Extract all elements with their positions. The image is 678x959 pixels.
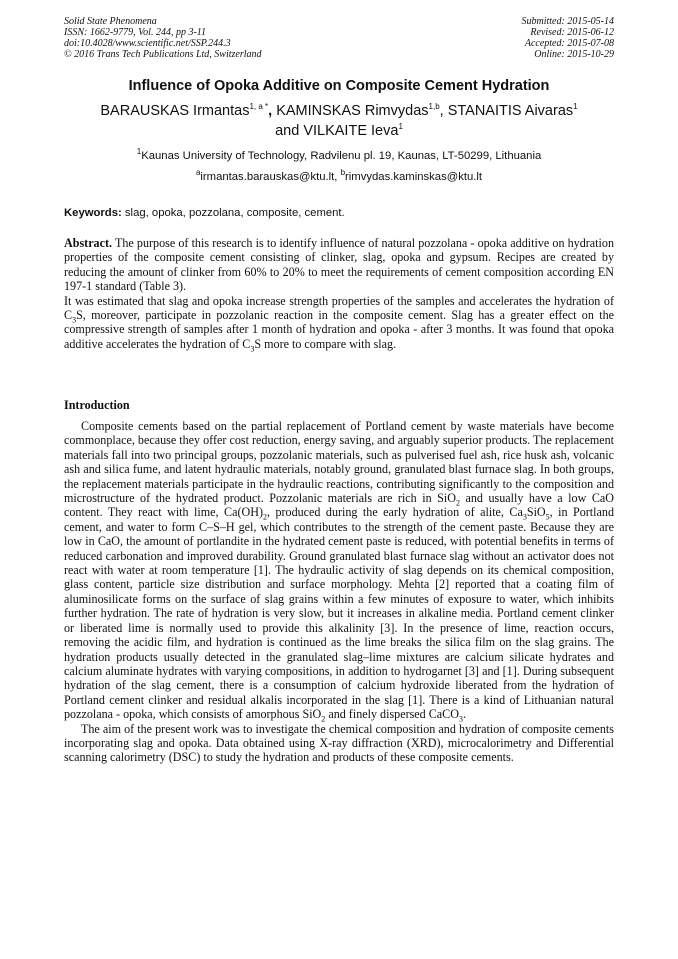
abstract-text-2a: It was estimated that slag and opoka increase strength properties of the samples and accelerates the hydration of C <box>64 293 614 323</box>
subscript: 3 <box>72 315 77 325</box>
author-3: STANAITIS Aivaras <box>447 103 574 119</box>
intro-text: , produced during the early hydration of alite, Ca <box>266 505 523 520</box>
author-list <box>40 101 638 141</box>
subscript: 3 <box>522 512 527 522</box>
journal-doi[interactable]: doi:10.4028/www.scientific.net/SSP.244.3 <box>64 38 231 49</box>
author-4: VILKAITE Ieva <box>303 123 399 139</box>
intro-text: . <box>462 707 467 722</box>
affiliation-text: Kaunas University of Technology, Radvilenu pl. 19, Kaunas, LT-50299, Lithuania <box>141 150 542 162</box>
keywords-text: slag, opoka, pozzolana, composite, cement. <box>121 207 345 219</box>
subscript: 2 <box>455 498 460 508</box>
intro-text: Composite cements based on the partial replacement of Portland cement by waste materials have become commonplace, because they offer cost reduction, energy saving, and arguably superior products. The replacement materials fall into two principal groups, pozzolanic materials, such as pulverised fuel ash, rice husk ash, volcanic ash and silica fume, and latent hydraulic materials, notably ground, granulated blast furnace slag. In both groups, the replacement materials participate in the hydraulic reactions, contributing significantly to the composition and microstructure of the hydrated product. Pozzolanic materials are rich in SiO <box>64 419 614 506</box>
intro-text: SiO <box>526 505 546 520</box>
intro-text: , in Portland cement, and water to form C–S–H gel, which contributes to the strength of the cement paste. Because they are low in CaO, the amount of portlandite in the hydrated cement paste is reduced, with potential benefits in terms of reduced carbonation and improved durability. Ground granulated blast furnace slag without an activator does not react with water at room temperature [1]. The hydraulic activity of slag depends on its chemical composition, glass content, particle size distribution and surface morphology. Mehta [2] reported that a coating film of aluminosilicate forms on the surface of slag grains within a few minutes of exposure to water, which inhibits further hydration. The rate of hydration is very slow, but it increases in alkaline media. Portland cement clinker or liberated lime is normally used to provide this alkalinity [3]. In the presence of lime, reaction occurs, removing the acidic film, and hydration is continued as the lime breaks the silica film on the slag grains. The hydration products usually detected in the granulated slag–lime mixtures are calcium silicate hydrates and calcium aluminate hydrates with varying compositions, in addition to hydrogarnet [3] and [1]. During subsequent hydration of the slag cement, there is a consumption of calcium hydroxide liberated from the hydration of Portland cement clinker and residual alkalis incorporated in the slag [1]. There is a kind of Lithuanian natural pozzolana - opoka, which consists of amorphous SiO <box>64 505 614 722</box>
abstract <box>64 236 614 354</box>
author-emails <box>40 170 638 184</box>
abstract-paragraph-2 <box>64 294 614 352</box>
section-heading-introduction: Introduction <box>64 398 130 412</box>
email-a-marker: a <box>195 168 201 178</box>
author-4-affil: 1 <box>398 122 403 132</box>
journal-header-right <box>364 16 614 60</box>
author-1-affil: 1, a * <box>249 102 269 112</box>
accepted-date: Accepted: 2015-07-08 <box>524 38 614 49</box>
journal-header-left <box>64 16 364 60</box>
keywords <box>64 206 614 220</box>
abstract-text-2b: S, moreover, participate in pozzolanic reaction in the composite cement. Slag has a greater effect on the compressive strength of samples after 1 month of hydration and opoka - after 3 months. It was found that opoka additive accelerates the hydration of C <box>64 308 614 351</box>
author-2-affil: 1,b <box>428 102 440 112</box>
abstract-paragraph-1 <box>64 236 614 294</box>
paper-title: Influence of Opoka Additive on Composite Cement Hydration <box>128 78 550 94</box>
revised-date: Revised: 2015-06-12 <box>530 27 614 38</box>
submitted-date: Submitted: 2015-05-14 <box>521 16 614 27</box>
email-b[interactable]: rimvydas.kaminskas@ktu.lt <box>345 171 483 183</box>
email-b-marker: b <box>340 168 346 178</box>
intro-paragraph-2: The aim of the present work was to investigate the chemical composition and hydration of composite cements incorporating slag and opoka. Data obtained using X-ray diffraction (XRD), microcalorimetry and Differential scanning calorimetry (DSC) to study the hydration and products of these composite cements. <box>64 721 614 765</box>
subscript: 2 <box>321 714 326 724</box>
author-sep: , <box>268 103 277 119</box>
author-and: and <box>275 123 304 139</box>
author-1: BARAUSKAS Irmantas <box>100 103 250 119</box>
introduction-body <box>64 419 614 765</box>
journal-name: Solid State Phenomena <box>64 16 157 27</box>
email-a[interactable]: irmantas.barauskas@ktu.lt, <box>200 171 341 183</box>
abstract-label: Abstract. <box>64 236 113 250</box>
affiliation <box>40 149 638 163</box>
online-date: Online: 2015-10-29 <box>534 49 614 60</box>
keywords-label: Keywords: <box>64 207 122 219</box>
subscript: 3 <box>250 344 255 354</box>
journal-issn: ISSN: 1662-9779, Vol. 244, pp 3-11 <box>64 27 207 38</box>
affiliation-marker: 1 <box>136 147 142 157</box>
abstract-text-2c: S more to compare with slag. <box>254 336 397 351</box>
intro-text: and usually have a low CaO content. They react with lime, Ca(OH) <box>64 491 614 520</box>
author-sep: , <box>439 103 448 119</box>
journal-copyright: © 2016 Trans Tech Publications Ltd, Switzerland <box>64 49 262 60</box>
author-2: KAMINSKAS Rimvydas <box>276 103 429 119</box>
subscript: 3 <box>458 714 463 724</box>
subscript: 2 <box>262 512 267 522</box>
subscript: 5 <box>545 512 550 522</box>
author-3-affil: 1 <box>573 102 578 112</box>
abstract-text-1: The purpose of this research is to identify influence of natural pozzolana - opoka additive on hydration properties of the composite cement consisting of clinker, slag, opoka and gypsum. Recipes are created by reducing the amount of clinker from 60% to 20% to meet the requirements of cement composition according EN 197-1 standard (Table 3). <box>64 236 614 294</box>
intro-text: and finely dispersed CaCO <box>325 707 459 722</box>
intro-paragraph-1 <box>64 419 614 722</box>
